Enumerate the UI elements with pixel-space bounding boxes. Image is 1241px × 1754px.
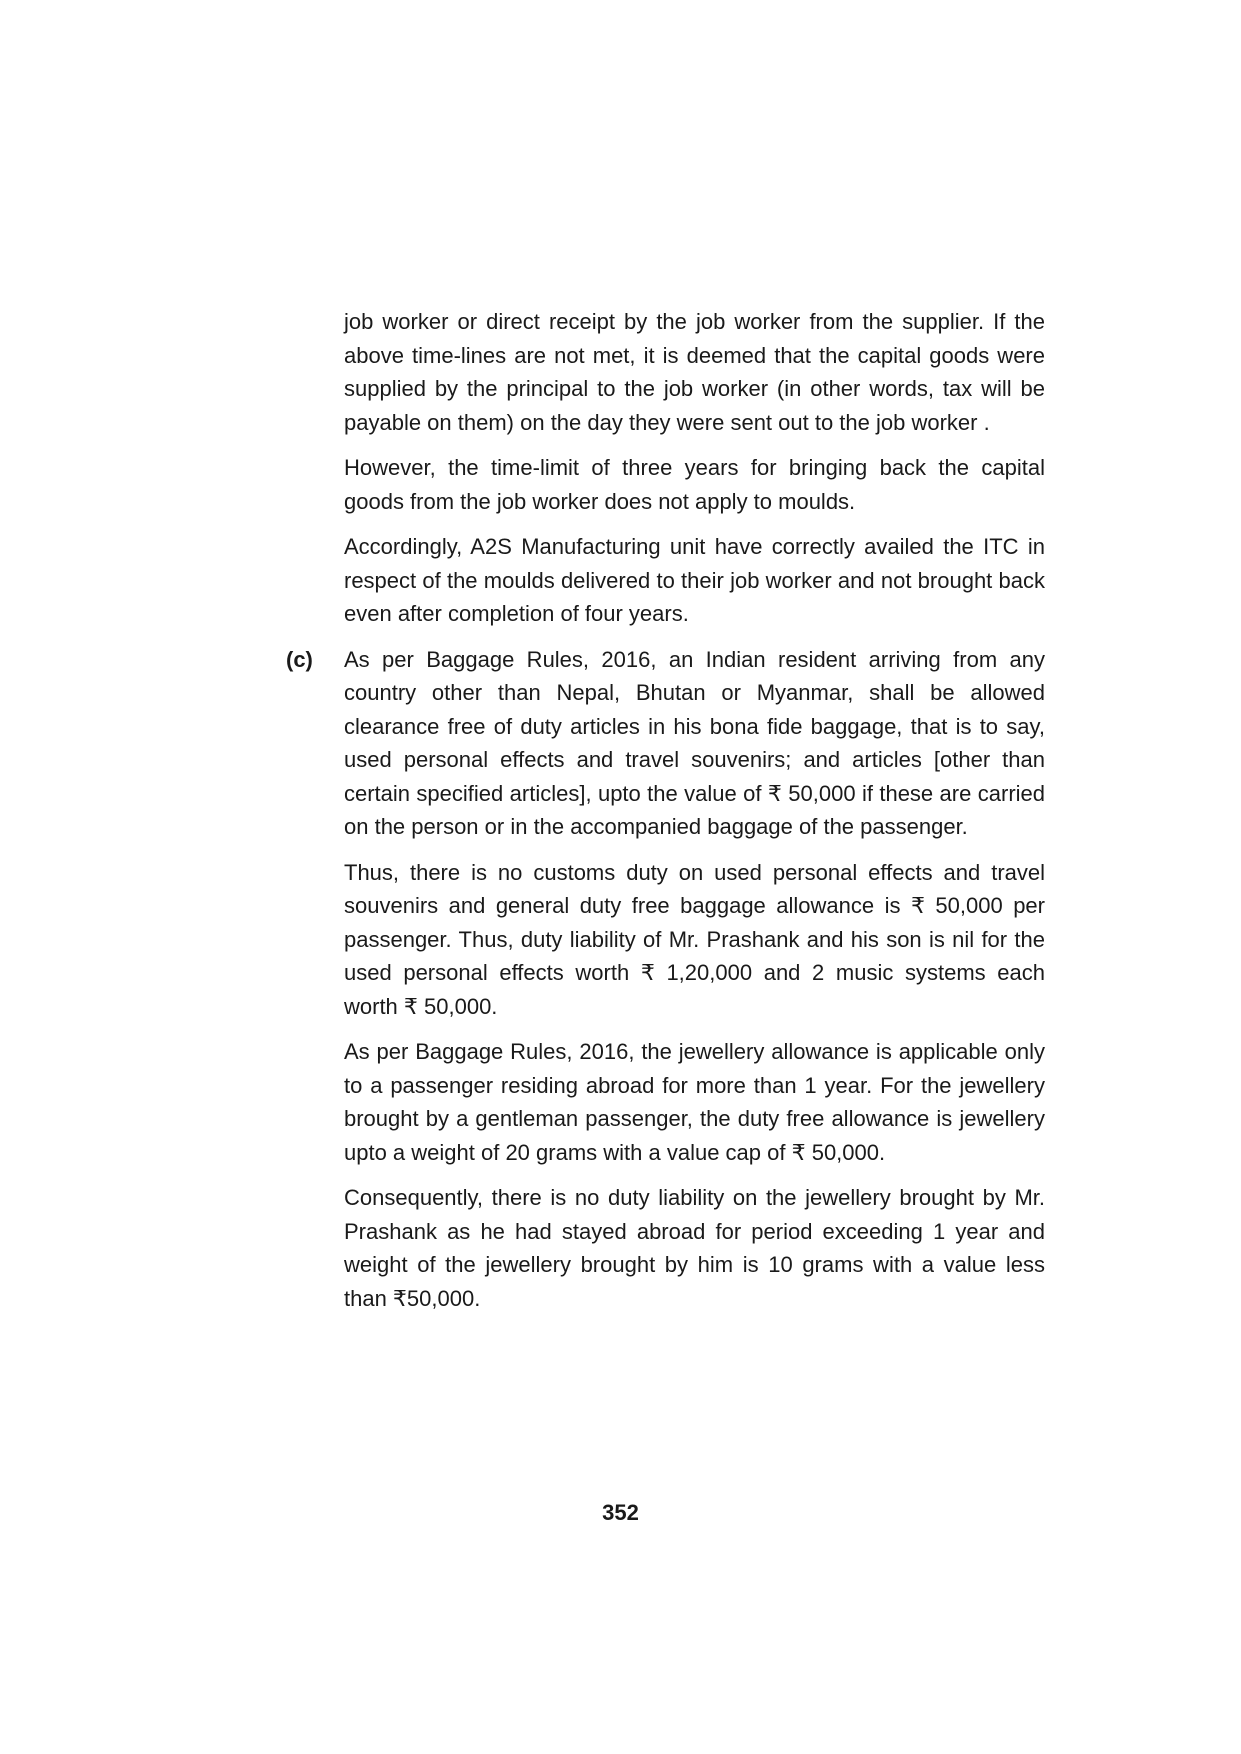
- item-label: (c): [286, 646, 313, 672]
- paragraph-moulds-exception: However, the time-limit of three years for bringing back the capital goods from the job worker does not apply to moulds.: [344, 455, 1045, 514]
- paragraph-duty-liability-nil: Thus, there is no customs duty on used personal effects and travel souvenirs and general duty free baggage allowance is ₹ 50,000 per passenger. Thus, duty liability of Mr. Prashank and his son is nil for the used personal effects worth ₹ 1,20,000 and 2 music systems each worth ₹ 50,000.: [344, 859, 1045, 1019]
- paragraph-baggage-rules: As per Baggage Rules, 2016, an Indian resident arriving from any country other than Nepal, Bhutan or Myanmar, shall be allowed clearance free of duty articles in his bona fide baggage, that is to say, used personal effects and travel souvenirs; and articles [other than certain specified articles], upto the value of ₹ 50,000 if these are carried on the person or in the accompanied baggage of the passenger.: [344, 646, 1045, 839]
- list-item-c: [286, 643, 1045, 1316]
- paragraph-job-worker-timelines: job worker or direct receipt by the job worker from the supplier. If the above time-lines are not met, it is deemed that the capital goods were supplied by the principal to the job worker (in other words, tax will be payable on them) on the day they were sent out to the job worker .: [344, 309, 1045, 435]
- paragraph-itc-conclusion: Accordingly, A2S Manufacturing unit have correctly availed the ITC in respect of the moulds delivered to their job worker and not brought back even after completion of four years.: [344, 534, 1045, 626]
- body-text: [286, 305, 1045, 1327]
- page-number: 352: [602, 1500, 639, 1525]
- paragraph-jewellery-allowance: As per Baggage Rules, 2016, the jewellery allowance is applicable only to a passenger residing abroad for more than 1 year. For the jewellery brought by a gentleman passenger, the duty free allowance is jewellery upto a weight of 20 grams with a value cap of ₹ 50,000.: [344, 1039, 1045, 1165]
- paragraph-jewellery-conclusion: Consequently, there is no duty liability on the jewellery brought by Mr. Prashank as he had stayed abroad for period exceeding 1 year and weight of the jewellery brought by him is 10 grams with a value less than ₹50,000.: [344, 1185, 1045, 1311]
